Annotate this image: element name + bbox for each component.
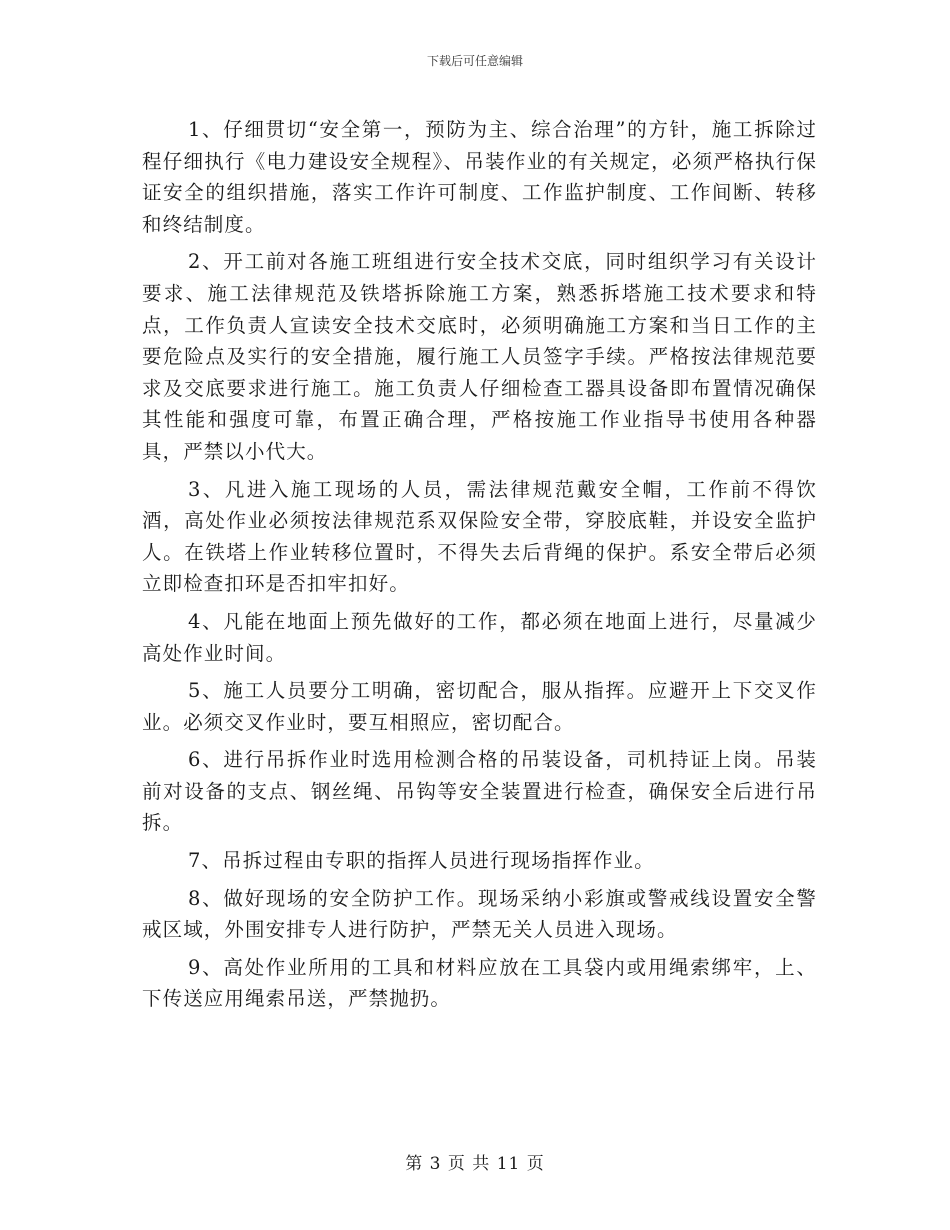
- paragraph-6: 6、进行吊拆作业时选用检测合格的吊装设备，司机持证上岗。吊装前对设备的支点、钢丝绳、吊钩等安全装置进行检查，确保安全后进行吊拆。: [142, 748, 817, 835]
- paragraph-7: 7、吊拆过程由专职的指挥人员进行现场指挥作业。: [188, 849, 655, 873]
- paragraph-4: 4、凡能在地面上预先做好的工作，都必须在地面上进行，尽量减少高处作业时间。: [142, 609, 817, 665]
- document-body: [142, 114, 817, 1015]
- page-number-footer: 第 3 页 共 11 页: [405, 1154, 545, 1174]
- page-header: 下载后可任意编辑: [426, 54, 523, 68]
- paragraph-9: 9、高处作业所用的工具和材料应放在工具袋内或用绳索绑牢，上、下传送应用绳索吊送，严禁抛扔。: [142, 955, 817, 1011]
- paragraph-1: 1、仔细贯切“安全第一，预防为主、综合治理”的方针，施工拆除过程仔细执行《电力建设安全规程》、吊装作业的有关规定，必须严格执行保证安全的组织措施，落实工作许可制度、工作监护制度、工作间断、转移和终结制度。: [142, 118, 817, 236]
- paragraph-5: 5、施工人员要分工明确，密切配合，服从指挥。应避开上下交叉作业。必须交叉作业时，要互相照应，密切配合。: [142, 679, 817, 734]
- paragraph-8: 8、做好现场的安全防护工作。现场采纳小彩旗或警戒线设置安全警戒区域，外围安排专人进行防护，严禁无关人员进入现场。: [142, 886, 817, 942]
- paragraph-3: 3、凡进入施工现场的人员，需法律规范戴安全帽，工作前不得饮酒，高处作业必须按法律规范系双保险安全带，穿胶底鞋，并设安全监护人。在铁塔上作业转移位置时，不得失去后背绳的保护。系安全带后必须立即检查扣环是否扣牢扣好。: [142, 477, 817, 596]
- paragraph-2: 2、开工前对各施工班组进行安全技术交底，同时组织学习有关设计要求、施工法律规范及铁塔拆除施工方案，熟悉拆塔施工技术要求和特点，工作负责人宣读安全技术交底时，必须明确施工方案和当日工作的主要危险点及实行的安全措施，履行施工人员签字手续。严格按法律规范要求及交底要求进行施工。施工负责人仔细检查工器具设备即布置情况确保其性能和强度可靠，布置正确合理，严格按施工作业指导书使用各种器具，严禁以小代大。: [142, 250, 817, 463]
